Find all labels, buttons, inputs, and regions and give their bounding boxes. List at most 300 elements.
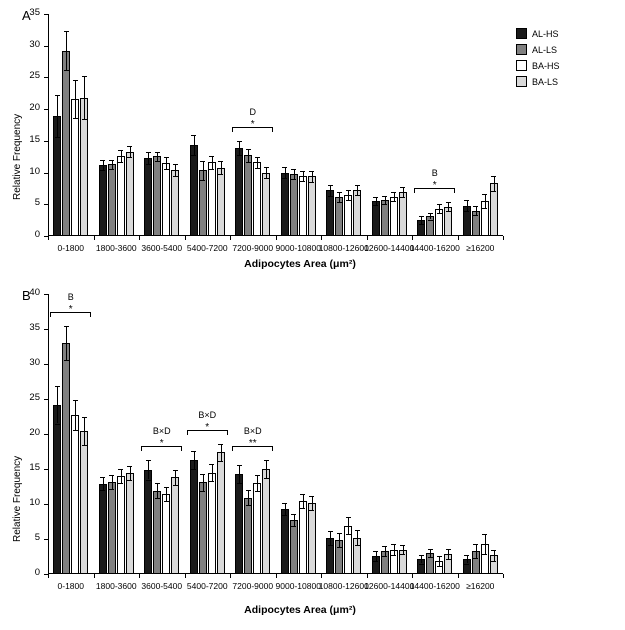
error-bar-cap bbox=[346, 200, 351, 201]
error-bar-cap bbox=[373, 205, 378, 206]
x-tick-mark bbox=[321, 236, 322, 240]
error-bar bbox=[467, 200, 468, 211]
significance-effect-label: B×D bbox=[198, 409, 217, 420]
error-bar-cap bbox=[355, 195, 360, 196]
y-tick-mark bbox=[44, 204, 48, 205]
error-bar-cap bbox=[419, 564, 424, 565]
error-bar bbox=[75, 400, 76, 429]
error-bar bbox=[239, 141, 240, 155]
error-bar-cap bbox=[200, 180, 205, 181]
error-bar bbox=[485, 194, 486, 208]
error-bar bbox=[194, 135, 195, 155]
error-bar bbox=[175, 470, 176, 485]
significance-stars: * bbox=[68, 304, 73, 316]
x-tick-label: ≥16200 bbox=[466, 581, 495, 591]
error-bar-cap bbox=[328, 196, 333, 197]
error-bar-cap bbox=[73, 430, 78, 431]
legend-swatch-al-ls bbox=[516, 44, 527, 55]
bar bbox=[190, 460, 198, 574]
error-bar-cap bbox=[246, 149, 251, 150]
error-bar-cap bbox=[346, 534, 351, 535]
error-bar-cap bbox=[173, 176, 178, 177]
x-tick-label: 0-1800 bbox=[57, 581, 84, 591]
bar bbox=[171, 170, 179, 236]
x-tick-label: 9000-10800 bbox=[275, 243, 321, 253]
error-bar-cap bbox=[382, 546, 387, 547]
error-bar-cap bbox=[64, 360, 69, 361]
error-bar bbox=[494, 176, 495, 191]
error-bar-cap bbox=[246, 490, 251, 491]
error-bar-cap bbox=[173, 470, 178, 471]
panel-b bbox=[0, 282, 625, 630]
significance-stars: * bbox=[250, 119, 255, 131]
error-bar-cap bbox=[300, 494, 305, 495]
x-tick-mark bbox=[48, 236, 49, 240]
error-bar-cap bbox=[109, 160, 114, 161]
bar bbox=[71, 415, 79, 574]
error-bar-cap bbox=[237, 465, 242, 466]
error-bar-cap bbox=[82, 76, 87, 77]
y-tick-label: 5 bbox=[34, 532, 40, 543]
x-tick-label: 3600-5400 bbox=[141, 581, 183, 591]
error-bar bbox=[476, 544, 477, 558]
error-bar bbox=[467, 555, 468, 563]
error-bar bbox=[312, 496, 313, 510]
error-bar bbox=[166, 157, 167, 168]
error-bar-cap bbox=[100, 477, 105, 478]
bar bbox=[126, 473, 134, 574]
error-bar-cap bbox=[100, 160, 105, 161]
error-bar-cap bbox=[218, 444, 223, 445]
legend-item bbox=[516, 28, 560, 39]
significance-effect-label: B×D bbox=[152, 425, 171, 436]
error-bar bbox=[203, 161, 204, 180]
error-bar bbox=[112, 475, 113, 489]
x-tick-mark bbox=[321, 574, 322, 578]
error-bar-cap bbox=[155, 498, 160, 499]
error-bar-cap bbox=[191, 451, 196, 452]
panel-a-label: A bbox=[22, 8, 31, 23]
significance-effect-label: D bbox=[249, 107, 256, 118]
error-bar bbox=[330, 531, 331, 545]
significance-stars: * bbox=[205, 421, 210, 433]
bar bbox=[235, 148, 243, 236]
error-bar-cap bbox=[146, 164, 151, 165]
panel-a-plot-area bbox=[29, 7, 503, 253]
error-bar bbox=[294, 514, 295, 527]
bar bbox=[208, 473, 216, 575]
error-bar bbox=[203, 474, 204, 491]
error-bar-cap bbox=[282, 515, 287, 516]
error-bar-cap bbox=[446, 202, 451, 203]
panel-b-x-axis-title: Adipocytes Area (μm²) bbox=[244, 604, 356, 616]
error-bar-cap bbox=[255, 475, 260, 476]
error-bar bbox=[112, 160, 113, 169]
x-tick-label: 12600-14400 bbox=[364, 243, 415, 253]
error-bar bbox=[130, 466, 131, 480]
error-bar bbox=[266, 167, 267, 178]
bar bbox=[190, 145, 198, 236]
bar bbox=[308, 503, 316, 574]
y-tick-label: 20 bbox=[29, 427, 40, 438]
error-bar bbox=[403, 187, 404, 197]
y-tick-label: 40 bbox=[29, 287, 40, 298]
error-bar bbox=[348, 190, 349, 200]
error-bar-cap bbox=[464, 555, 469, 556]
error-bar-cap bbox=[309, 510, 314, 511]
error-bar-cap bbox=[100, 490, 105, 491]
error-bar-cap bbox=[218, 161, 223, 162]
error-bar bbox=[212, 156, 213, 169]
bar bbox=[153, 491, 161, 574]
error-bar-cap bbox=[127, 146, 132, 147]
x-tick-mark bbox=[367, 236, 368, 240]
y-tick-mark bbox=[44, 434, 48, 435]
bar bbox=[381, 200, 389, 236]
error-bar-cap bbox=[473, 215, 478, 216]
y-tick-label: 35 bbox=[29, 7, 40, 18]
error-bar-cap bbox=[55, 424, 60, 425]
error-bar-cap bbox=[191, 155, 196, 156]
error-bar bbox=[148, 152, 149, 163]
y-tick-mark bbox=[44, 329, 48, 330]
error-bar-cap bbox=[291, 514, 296, 515]
legend-label-ba-ls: BA-LS bbox=[532, 76, 559, 87]
x-tick-mark bbox=[94, 574, 95, 578]
y-tick-mark bbox=[44, 141, 48, 142]
error-bar-cap bbox=[373, 561, 378, 562]
error-bar bbox=[421, 216, 422, 224]
x-tick-label: 1800-3600 bbox=[95, 243, 137, 253]
error-bar-cap bbox=[382, 556, 387, 557]
x-tick-label: 14400-16200 bbox=[409, 581, 460, 591]
y-tick-label: 5 bbox=[34, 197, 40, 209]
error-bar-cap bbox=[218, 174, 223, 175]
error-bar bbox=[57, 386, 58, 424]
error-bar-cap bbox=[255, 491, 260, 492]
legend-swatch-ba-ls bbox=[516, 76, 527, 87]
error-bar bbox=[376, 551, 377, 561]
bar bbox=[308, 176, 316, 236]
y-tick-mark bbox=[44, 77, 48, 78]
legend-swatch-ba-hs bbox=[516, 60, 527, 71]
error-bar-cap bbox=[291, 169, 296, 170]
error-bar-cap bbox=[428, 549, 433, 550]
error-bar bbox=[66, 31, 67, 70]
error-bar-cap bbox=[446, 549, 451, 550]
error-bar bbox=[103, 477, 104, 490]
error-bar-cap bbox=[82, 119, 87, 120]
error-bar-cap bbox=[64, 70, 69, 71]
x-tick-mark bbox=[458, 574, 459, 578]
error-bar bbox=[357, 185, 358, 195]
y-tick-mark bbox=[44, 539, 48, 540]
error-bar-cap bbox=[109, 169, 114, 170]
bar bbox=[99, 165, 107, 236]
x-tick-mark bbox=[139, 574, 140, 578]
error-bar-cap bbox=[482, 208, 487, 209]
error-bar-cap bbox=[300, 181, 305, 182]
error-bar bbox=[75, 80, 76, 118]
error-bar-cap bbox=[355, 545, 360, 546]
error-bar-cap bbox=[337, 533, 342, 534]
error-bar-cap bbox=[173, 485, 178, 486]
error-bar-cap bbox=[246, 162, 251, 163]
legend-label-ba-hs: BA-HS bbox=[532, 60, 560, 71]
error-bar bbox=[448, 202, 449, 211]
error-bar-cap bbox=[391, 555, 396, 556]
bar bbox=[253, 483, 261, 574]
error-bar-cap bbox=[446, 211, 451, 212]
error-bar-cap bbox=[237, 483, 242, 484]
bar bbox=[208, 162, 216, 236]
error-bar bbox=[103, 160, 104, 170]
error-bar-cap bbox=[437, 204, 442, 205]
error-bar-cap bbox=[491, 561, 496, 562]
error-bar-cap bbox=[73, 400, 78, 401]
bar bbox=[108, 482, 116, 574]
error-bar bbox=[84, 76, 85, 119]
error-bar-cap bbox=[337, 192, 342, 193]
error-bar-cap bbox=[209, 481, 214, 482]
bar bbox=[244, 155, 252, 236]
error-bar bbox=[430, 549, 431, 557]
error-bar bbox=[439, 556, 440, 566]
bar bbox=[199, 482, 207, 574]
error-bar-cap bbox=[73, 80, 78, 81]
bar bbox=[281, 173, 289, 236]
error-bar-cap bbox=[309, 171, 314, 172]
error-bar-cap bbox=[328, 545, 333, 546]
bar bbox=[399, 192, 407, 236]
error-bar-cap bbox=[291, 179, 296, 180]
x-tick-mark bbox=[230, 574, 231, 578]
error-bar-cap bbox=[437, 566, 442, 567]
error-bar-cap bbox=[164, 501, 169, 502]
y-tick-label: 25 bbox=[29, 70, 40, 82]
x-tick-label: 10800-12600 bbox=[318, 581, 369, 591]
x-tick-mark bbox=[503, 236, 504, 240]
error-bar bbox=[248, 149, 249, 162]
error-bar-cap bbox=[146, 480, 151, 481]
y-tick-label: 15 bbox=[29, 133, 40, 145]
x-tick-label: 9000-10800 bbox=[275, 581, 321, 591]
error-bar-cap bbox=[209, 464, 214, 465]
error-bar-cap bbox=[300, 171, 305, 172]
error-bar-cap bbox=[391, 544, 396, 545]
error-bar-cap bbox=[64, 326, 69, 327]
x-tick-label: 12600-14400 bbox=[364, 581, 415, 591]
error-bar-cap bbox=[337, 202, 342, 203]
x-tick-label: 14400-16200 bbox=[409, 243, 460, 253]
x-tick-mark bbox=[367, 574, 368, 578]
bar bbox=[62, 51, 70, 236]
y-tick-mark bbox=[44, 399, 48, 400]
y-tick-mark bbox=[44, 109, 48, 110]
error-bar bbox=[257, 157, 258, 168]
error-bar-cap bbox=[391, 201, 396, 202]
error-bar-cap bbox=[55, 137, 60, 138]
error-bar-cap bbox=[209, 169, 214, 170]
error-bar-cap bbox=[400, 554, 405, 555]
bar bbox=[262, 173, 270, 236]
significance-stars: * bbox=[432, 180, 437, 192]
error-bar-cap bbox=[491, 550, 496, 551]
error-bar-cap bbox=[200, 161, 205, 162]
error-bar-cap bbox=[264, 178, 269, 179]
error-bar bbox=[166, 487, 167, 501]
error-bar-cap bbox=[482, 534, 487, 535]
error-bar-cap bbox=[300, 508, 305, 509]
bar bbox=[253, 162, 261, 236]
y-tick-label: 25 bbox=[29, 392, 40, 403]
error-bar-cap bbox=[127, 466, 132, 467]
error-bar-cap bbox=[82, 417, 87, 418]
bar bbox=[80, 431, 88, 574]
panel-a-y-axis-title: Relative Frequency bbox=[12, 113, 23, 200]
error-bar-cap bbox=[146, 460, 151, 461]
error-bar bbox=[339, 192, 340, 202]
y-tick-mark bbox=[44, 469, 48, 470]
bar bbox=[144, 470, 152, 574]
bar bbox=[244, 498, 252, 574]
error-bar-cap bbox=[118, 162, 123, 163]
error-bar-cap bbox=[282, 167, 287, 168]
error-bar bbox=[376, 197, 377, 205]
bar bbox=[117, 476, 125, 574]
error-bar-cap bbox=[464, 564, 469, 565]
significance-effect-label: B×D bbox=[243, 425, 262, 436]
error-bar bbox=[439, 204, 440, 213]
error-bar-cap bbox=[55, 386, 60, 387]
y-tick-mark bbox=[44, 294, 48, 295]
error-bar-cap bbox=[127, 157, 132, 158]
error-bar-cap bbox=[155, 152, 160, 153]
error-bar-cap bbox=[264, 167, 269, 168]
error-bar-cap bbox=[337, 547, 342, 548]
error-bar-cap bbox=[282, 178, 287, 179]
significance-effect-label: B bbox=[67, 292, 74, 303]
panel-a-x-axis-title: Adipocytes Area (μm²) bbox=[244, 258, 356, 270]
error-bar-cap bbox=[109, 475, 114, 476]
x-tick-mark bbox=[276, 236, 277, 240]
error-bar-cap bbox=[264, 478, 269, 479]
x-tick-mark bbox=[48, 574, 49, 578]
bar bbox=[71, 99, 79, 236]
error-bar-cap bbox=[118, 483, 123, 484]
x-tick-mark bbox=[276, 574, 277, 578]
error-bar-cap bbox=[400, 187, 405, 188]
error-bar-cap bbox=[164, 169, 169, 170]
bar bbox=[53, 405, 61, 574]
error-bar bbox=[285, 167, 286, 178]
y-tick-label: 30 bbox=[29, 38, 40, 50]
x-tick-label: 3600-5400 bbox=[141, 243, 183, 253]
error-bar-cap bbox=[82, 445, 87, 446]
error-bar bbox=[385, 196, 386, 204]
error-bar bbox=[494, 550, 495, 561]
error-bar-cap bbox=[155, 483, 160, 484]
error-bar bbox=[194, 451, 195, 469]
y-tick-label: 30 bbox=[29, 357, 40, 368]
bar bbox=[162, 494, 170, 575]
error-bar-cap bbox=[473, 206, 478, 207]
x-tick-label: 1800-3600 bbox=[95, 581, 137, 591]
x-tick-mark bbox=[412, 236, 413, 240]
bar bbox=[162, 163, 170, 236]
error-bar-cap bbox=[355, 530, 360, 531]
legend-swatch-al-hs bbox=[516, 28, 527, 39]
bar bbox=[326, 190, 334, 236]
error-bar-cap bbox=[382, 196, 387, 197]
error-bar-cap bbox=[473, 558, 478, 559]
bar bbox=[290, 174, 298, 236]
x-tick-label: 7200-9000 bbox=[232, 581, 274, 591]
error-bar-cap bbox=[55, 95, 60, 96]
error-bar-cap bbox=[118, 150, 123, 151]
error-bar bbox=[448, 549, 449, 559]
error-bar-cap bbox=[473, 544, 478, 545]
panel-b-plot-area bbox=[29, 287, 503, 591]
error-bar bbox=[403, 545, 404, 555]
error-bar-cap bbox=[428, 557, 433, 558]
error-bar bbox=[157, 152, 158, 161]
legend-item bbox=[516, 44, 560, 55]
error-bar-cap bbox=[200, 491, 205, 492]
bar bbox=[390, 197, 398, 236]
bar bbox=[126, 152, 134, 236]
error-bar-cap bbox=[237, 141, 242, 142]
error-bar-cap bbox=[255, 157, 260, 158]
error-bar-cap bbox=[355, 185, 360, 186]
y-tick-mark bbox=[44, 364, 48, 365]
error-bar bbox=[212, 464, 213, 481]
error-bar-cap bbox=[291, 526, 296, 527]
error-bar-cap bbox=[173, 164, 178, 165]
bar bbox=[281, 509, 289, 574]
error-bar-cap bbox=[419, 555, 424, 556]
error-bar bbox=[248, 490, 249, 505]
error-bar-cap bbox=[264, 460, 269, 461]
y-tick-label: 10 bbox=[29, 497, 40, 508]
error-bar bbox=[330, 185, 331, 196]
error-bar-cap bbox=[155, 161, 160, 162]
error-bar bbox=[394, 544, 395, 555]
error-bar bbox=[339, 533, 340, 547]
bar bbox=[235, 474, 243, 574]
error-bar-cap bbox=[400, 545, 405, 546]
x-tick-label: 10800-12600 bbox=[318, 243, 369, 253]
error-bar bbox=[285, 503, 286, 516]
error-bar bbox=[394, 192, 395, 201]
error-bar-cap bbox=[428, 220, 433, 221]
error-bar-cap bbox=[328, 185, 333, 186]
y-tick-label: 15 bbox=[29, 462, 40, 473]
error-bar bbox=[175, 164, 176, 175]
error-bar-cap bbox=[464, 211, 469, 212]
error-bar bbox=[303, 171, 304, 181]
error-bar-cap bbox=[373, 197, 378, 198]
error-bar bbox=[357, 530, 358, 545]
bar bbox=[171, 477, 179, 574]
y-tick-label: 10 bbox=[29, 165, 40, 177]
error-bar-cap bbox=[73, 118, 78, 119]
y-tick-mark bbox=[44, 173, 48, 174]
error-bar bbox=[221, 444, 222, 461]
x-tick-label: ≥16200 bbox=[466, 243, 495, 253]
bar bbox=[344, 195, 352, 236]
error-bar-cap bbox=[164, 157, 169, 158]
